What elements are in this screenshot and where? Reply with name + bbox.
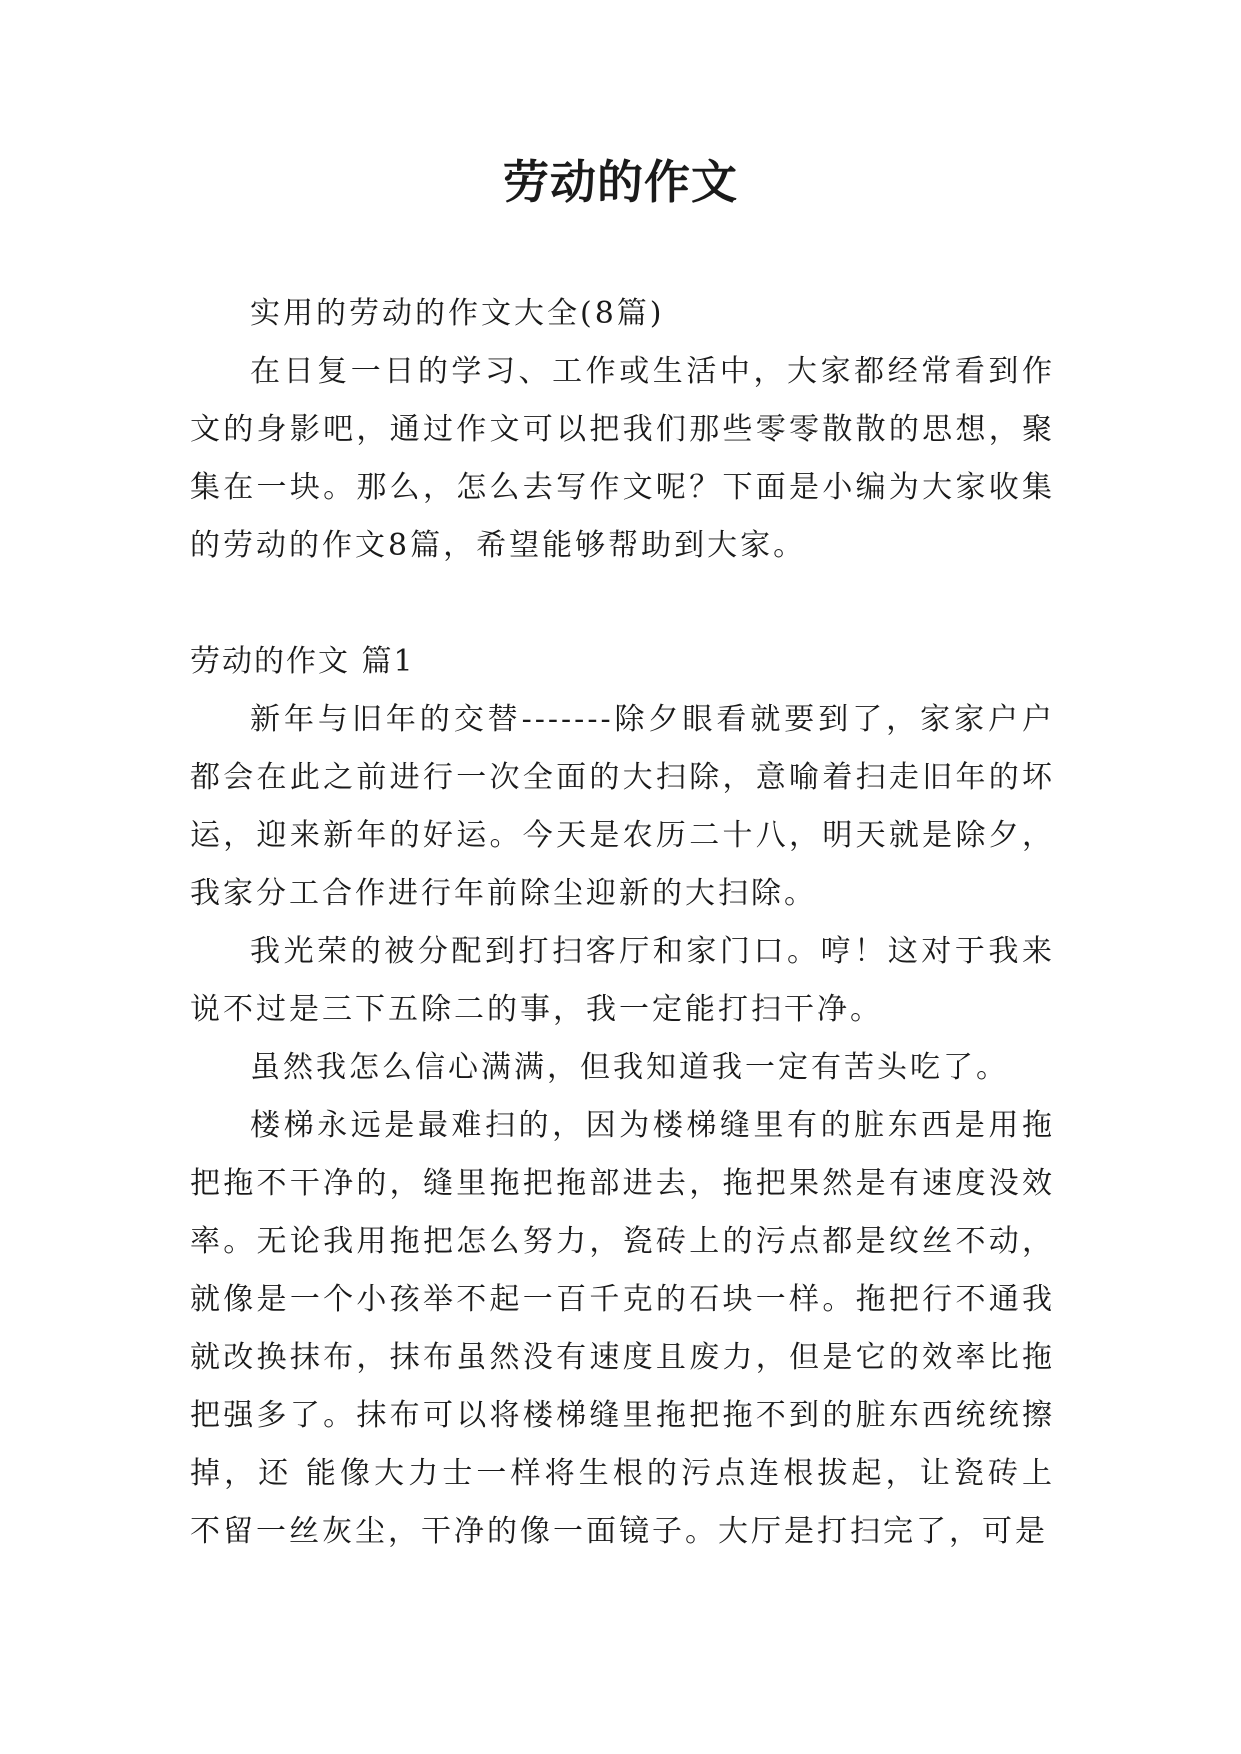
intro-paragraph: 在日复一日的学习、工作或生活中，大家都经常看到作文的身影吧，通过作文可以把我们那些零零散散的思想，聚集在一块。那么，怎么去写作文呢？下面是小编为大家收集的劳动的作文8篇，希望能够帮助到大家。	[190, 354, 1055, 563]
section-heading: 劳动的作文 篇1	[190, 644, 415, 679]
body-paragraph: 楼梯永远是最难扫的，因为楼梯缝里有的脏东西是用拖把拖不干净的，缝里拖把拖部进去，拖把果然是有速度没效率。无论我用拖把怎么努力，瓷砖上的污点都是纹丝不动，就像是一个小孩举不起一百千克的石块一样。拖把行不通我就改换抹布，抹布虽然没有速度且废力，但是它的效率比拖把强多了。抹布可以将楼梯缝里拖把拖不到的脏东西统统擦掉，还 能像大力士一样将生根的污点连根拔起，让瓷砖上不留一丝灰尘，干净的像一面镜子。大厅是打扫完了，可是	[190, 1108, 1055, 1549]
document-subtitle: 实用的劳动的作文大全(8篇)	[250, 296, 665, 331]
document-body	[190, 285, 1055, 1561]
body-paragraph: 虽然我怎么信心满满，但我知道我一定有苦头吃了。	[250, 1050, 1009, 1085]
body-paragraph: 新年与旧年的交替-------除夕眼看就要到了，家家户户都会在此之前进行一次全面的大扫除，意喻着扫走旧年的坏运，迎来新年的好运。今天是农历二十八，明天就是除夕，我家分工合作进行年前除尘迎新的大扫除。	[190, 702, 1055, 911]
body-paragraph: 我光荣的被分配到打扫客厅和家门口。哼！这对于我来说不过是三下五除二的事，我一定能打扫干净。	[190, 934, 1055, 1027]
document-title: 劳动的作文	[503, 155, 738, 209]
